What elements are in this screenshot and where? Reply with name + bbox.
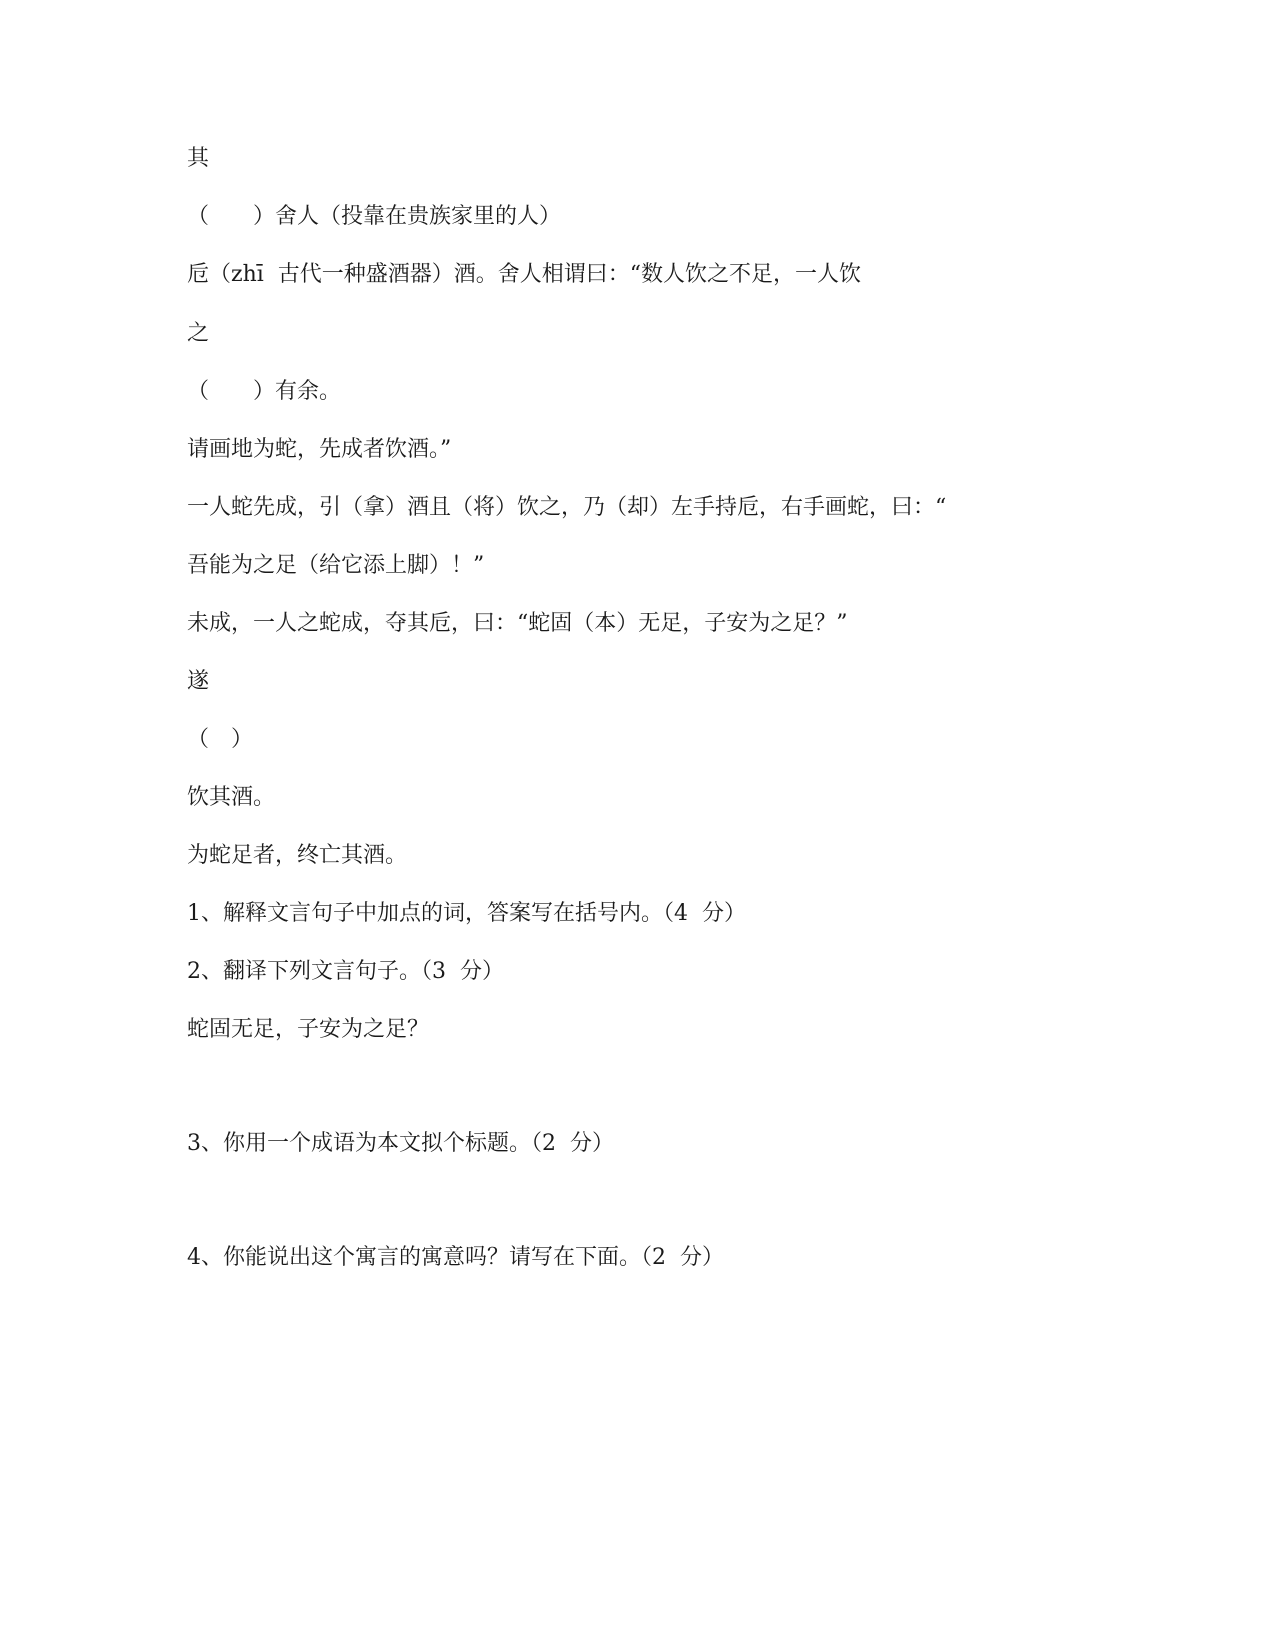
text-line: 其	[187, 146, 210, 171]
question-1: 1、解释文言句子中加点的词，答案写在括号内。（4 分）	[187, 901, 746, 926]
text-line: 卮（zhī 古代一种盛酒器）酒。舍人相谓曰：“数人饮之不足，一人饮	[187, 262, 862, 287]
question-3: 3、你用一个成语为本文拟个标题。（2 分）	[187, 1131, 614, 1156]
text-line: 为蛇足者，终亡其酒。	[187, 843, 408, 868]
text-line: 吾能为之足（给它添上脚）！”	[187, 553, 485, 578]
text-line: 之	[187, 321, 210, 346]
question-2: 2、翻译下列文言句子。（3 分）	[187, 959, 504, 984]
text-line: 请画地为蛇，先成者饮酒。”	[187, 437, 452, 462]
text-line: 一人蛇先成，引（拿）酒且（将）饮之，乃（却）左手持卮，右手画蛇，曰：“	[187, 495, 947, 520]
text-line: 蛇固无足，子安为之足？	[187, 1017, 430, 1042]
text-line: 未成，一人之蛇成，夺其卮，曰：“蛇固（本）无足，子安为之足？”	[187, 611, 848, 636]
text-line: （ ）	[187, 727, 254, 752]
text-line: （ ）有余。	[187, 379, 342, 404]
question-4: 4、你能说出这个寓言的寓意吗？请写在下面。（2 分）	[187, 1245, 724, 1270]
text-line: 饮其酒。	[187, 785, 276, 810]
text-line: 遂	[187, 669, 210, 694]
text-line: （ ）舍人（投靠在贵族家里的人）	[187, 204, 562, 229]
